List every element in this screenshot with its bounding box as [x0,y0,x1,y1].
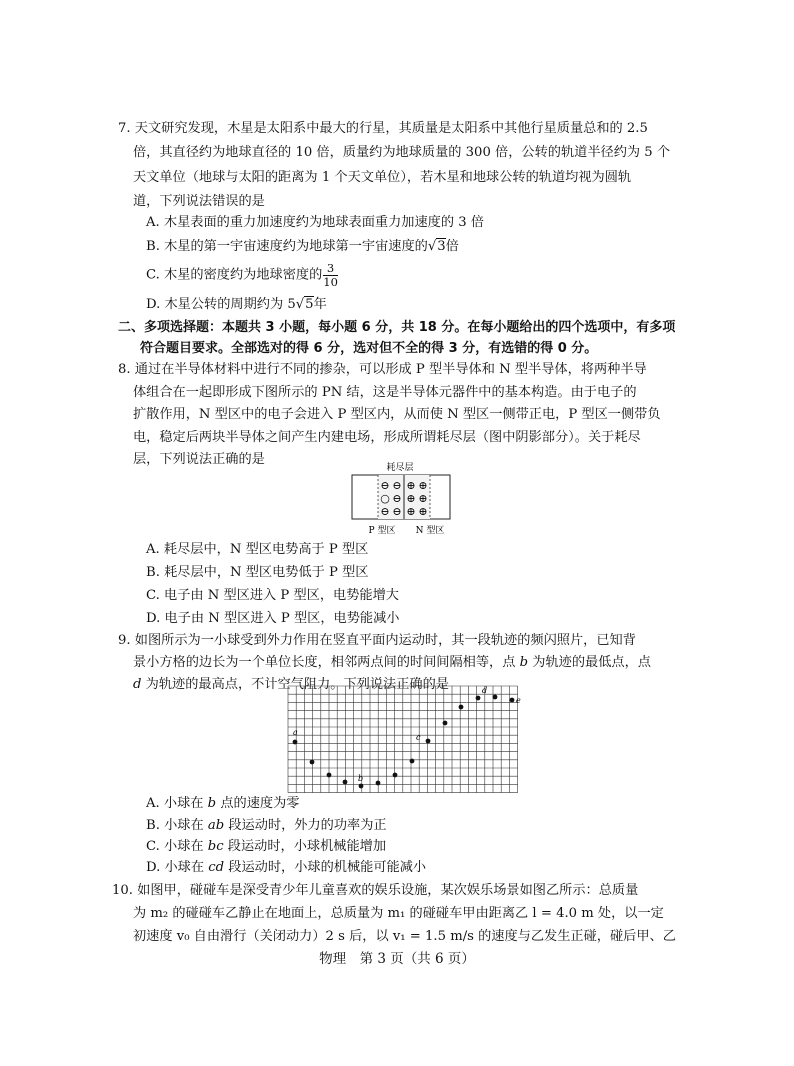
q8-stem-line-3: 扩散作用，N 型区中的电子会进入 P 型区内，从而使 N 型区一侧带正电，P 型区一侧带负 [133,407,661,422]
q9-option-symbol: b [207,796,217,811]
q9-option-text: 点的速度为零 [216,796,300,811]
trajectory-dot [376,781,381,786]
q7-option-c-fraction [323,262,338,288]
q9-option-d [146,861,426,874]
positive-ion: ⊕ [418,492,428,505]
strobe-trajectory-figure [286,684,526,794]
q7-stem-line-3: 天文单位（地球与太阳的距离为 1 个天文单位），若木星和地球公转的轨道均视为圆轨 [133,170,632,185]
q9-stem-line-1: 9. 如图所示为一小球受到外力作用在竖直平面内运动时，其一段轨迹的频闪照片，已知背 [118,633,636,648]
q9-option-text: D. 小球在 [146,860,209,875]
q9-option-c [146,840,386,853]
q8-option-d: D. 电子由 N 型区进入 P 型区，电势能减小 [146,611,400,626]
trajectory-dot [393,773,398,778]
q9-stem-text: 为轨迹的最高点，不计空气阻力。下列说法正确的是 [141,677,449,692]
trajectory-dot [359,784,364,789]
background-grid [288,686,518,793]
trajectory-points [293,695,515,789]
negative-ion: ⊖ [392,492,402,505]
q7-option-a: A. 木星表面的重力加速度约为地球表面重力加速度的 3 倍 [146,215,484,230]
q9-option-symbol: cd [208,860,225,875]
q9-option-a [146,797,299,810]
positive-ion: ⊕ [406,505,416,518]
trajectory-dot [310,760,315,765]
point-labels [293,686,521,783]
depletion-layer-label: 耗尽层 [386,463,414,473]
q7-stem-line-1: 7. 天文研究发现，木星是太阳系中最大的行星，其质量是太阳系中其他行星质量总和的 2.5 [118,121,648,136]
q9-option-text: C. 小球在 [146,839,208,854]
n-region-label: N 型区 [415,526,445,536]
q8-option-c: C. 电子由 N 型区进入 P 型区，电势能增大 [146,588,399,603]
q7-option-b-root: 3 [437,239,446,254]
q9-option-text: 段运动时，小球机械能增加 [223,839,387,854]
trajectory-dot [493,695,498,700]
q8-option-b: B. 耗尽层中，N 型区电势低于 P 型区 [146,565,369,580]
q8-stem-line-4: 电，稳定后两块半导体之间产生内建电场，形成所谓耗尽层（图中阴影部分）。关于耗尽 [133,430,641,445]
trajectory-dot [510,698,515,703]
q9-option-symbol: bc [207,839,224,854]
trajectory-dot [327,773,332,778]
negative-ion: ⊖ [380,505,390,518]
section-2-heading-line-1: 二、多项选择题：本题共 3 小题，每小题 6 分，共 18 分。在每小题给出的四个选项中，有多项 [118,320,676,335]
trajectory-dot [293,740,298,745]
hole: ○ [380,492,390,505]
q9-stem-text: 为轨迹的最低点，点 [528,655,651,670]
fraction-denominator: 10 [323,274,338,289]
negative-ion: ⊖ [392,505,402,518]
page-footer: 物理 第 3 页（共 6 页） [319,951,475,967]
label-e: e [516,696,521,705]
q8-stem-line-1: 8. 通过在半导体材料中进行不同的掺杂，可以形成 P 型半导体和 N 型半导体，将两种半导 [118,362,647,377]
positive-ion: ⊕ [418,505,428,518]
q9-option-b [146,819,387,832]
q10-stem-line-1: 10. 如图甲，碰碰车是深受青少年儿童喜欢的娱乐设施，某次娱乐场景如图乙所示：总质量 [112,883,639,898]
q7-stem-line-2: 倍，其直径约为地球直径的 10 倍，质量约为地球质量的 300 倍，公转的轨道半径约为 5 个 [133,145,671,160]
label-a: a [293,728,298,737]
positive-ion: ⊕ [406,479,416,492]
fraction-numerator: 3 [323,262,338,276]
point-b-label: b [519,655,529,670]
q8-stem-line-2: 体组合在一起即形成下图所示的 PN 结，这是半导体元器件中的基本构造。由于电子的 [133,385,637,400]
pn-junction-figure [340,457,460,539]
negative-ion: ⊖ [380,479,390,492]
q9-stem-line-2 [133,656,651,669]
q9-stem-text: 景小方格的边长为一个单位长度，相邻两点间的时间间隔相等，点 [133,655,520,670]
q9-option-symbol: ab [207,818,225,833]
point-d-label: d [133,677,142,692]
trajectory-dot [343,780,348,785]
q7-option-d-root: 5 [305,297,314,312]
q7-option-c [146,262,338,288]
q7-option-b-text: B. 木星的第一宇宙速度约为地球第一宇宙速度的 [146,239,428,254]
label-c: c [416,733,421,742]
q7-option-b: B. 木星的第一宇宙速度约为地球第一宇宙速度的√3倍 [146,239,459,254]
trajectory-dot [410,759,415,764]
trajectory-dot [476,696,481,701]
q7-option-b-suffix: 倍 [445,239,459,254]
q10-stem-line-3: 初速度 v₀ 自由滑行（关闭动力）2 s 后，以 v₁ = 1.5 m/s 的速度与乙发生正碰，碰后甲、乙 [133,929,676,944]
q9-option-text: 段运动时，外力的功率为正 [224,818,387,833]
q8-option-a: A. 耗尽层中，N 型区电势高于 P 型区 [146,542,369,557]
q9-option-text: A. 小球在 [146,796,208,811]
q8-stem-line-5: 层，下列说法正确的是 [133,452,265,467]
section-2-heading-line-2: 符合题目要求。全部选对的得 6 分，选对但不全的得 3 分，有选错的得 0 分。 [140,341,598,356]
q7-option-d: D. 木星公转的周期约为 5√5年 [146,297,327,312]
trajectory-dot [459,705,464,710]
label-b: b [358,774,364,783]
label-d: d [482,686,488,695]
p-region-label: P 型区 [368,526,396,536]
q7-stem-line-4: 道，下列说法错误的是 [133,194,265,209]
q7-option-d-suffix: 年 [313,297,327,312]
trajectory-dot [426,739,431,744]
positive-ion: ⊕ [418,479,428,492]
trajectory-dot [443,721,448,726]
q9-option-text: B. 小球在 [146,818,208,833]
q10-stem-line-2: 为 m₂ 的碰碰车乙静止在地面上，总质量为 m₁ 的碰碰车甲由距离乙 l = 4.0 m 处，以一定 [133,906,664,921]
q7-option-d-text: D. 木星公转的周期约为 5 [146,297,296,312]
positive-ion: ⊕ [406,492,416,505]
negative-ion: ⊖ [392,479,402,492]
q9-option-text: 段运动时，小球的机械能可能减小 [224,860,427,875]
q7-option-c-text: C. 木星的密度约为地球密度的 [146,267,323,283]
